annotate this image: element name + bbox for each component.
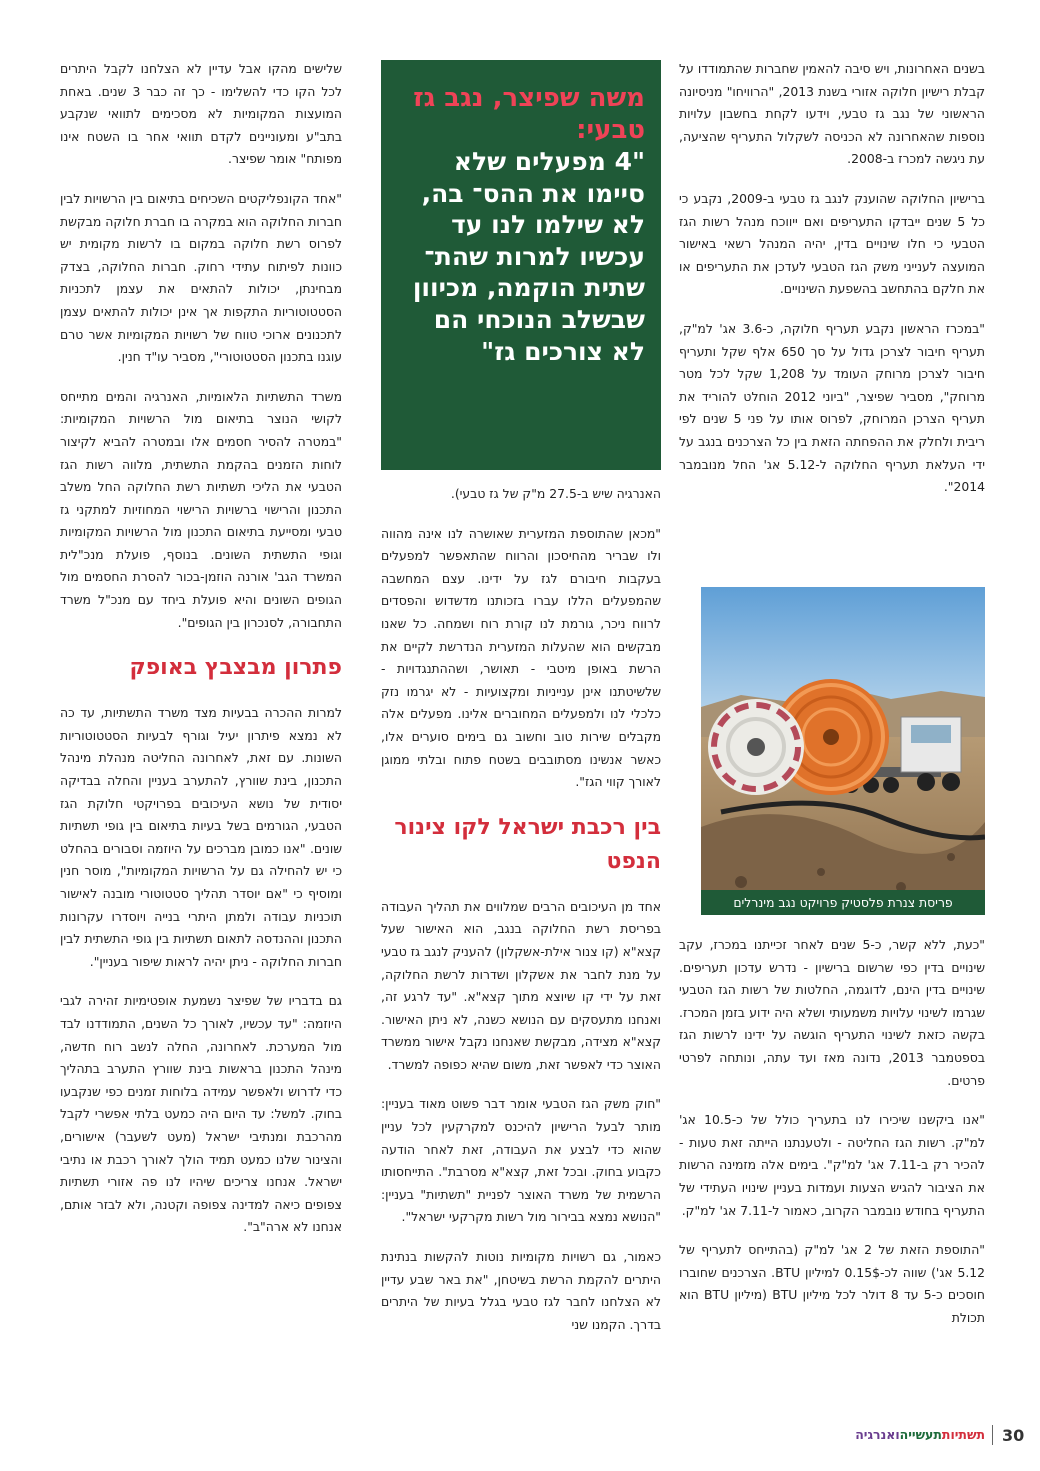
pipe-reels-illustration [701,587,985,915]
body-paragraph: למרות ההכרה בבעיות מצד משרד התשתיות, עד כה לא נמצא פיתרון יעיל וגורף לבעיות הסטטוטוריות השונות. עם זאת, לאחרונה החליטה מנהלת מינהל התכנון, בינת שוורץ, להתערב בעניין והחלה בבדיקה יסודית של נושא העיכובים בפרויקטי חלוקת הגז הטבעי, הגורמים בשל בעיות בתיאום בין גופי תשתיות שונים. "אנו כמובן מברכים על היוזמה וסבורים בהחלט כי יש להחילה גם על הרשויות המקומיות", מוסר חנין ומוסיף כי "אם יוסדר תהליך סטטוטורי מובנה לאישור תוכניות עבודה ולמתן היתרי בנייה ויוסדרו עקרונות התכנון וההנדסה לתאום תשתיות בין גופי התשתית לבין חברות החלוקה - ניתן יהיה לראות שיפור בעניין". [60,705,342,969]
body-paragraph: "התוספת הזאת של 2 אג' למ"ק (בהתייחס לתעריף של 5.12 אג') שווה לכ-0.15$ למיליון BTU. הצרכנים שחוברו חוסכים כ-5 עד 8 דולר לכל מיליון BTU (מיליון BTU הוא תכולת [679,1242,986,1325]
body-paragraph: כאמור, גם רשויות מקומיות נוטות להקשות בנתינת היתרים להקמת הרשת בשיטחן, "את באר שבע עדיין לא הצלחנו לחבר לגז טבעי בגלל בעיות של היתרים בדרך. הקמנו שני [381,1249,661,1332]
pull-quote-text: "4 מפעלים שלא סיימו את ההס־ בה, לא שילמו לנו עד עכשיו למרות שהת־ שתית הוקמה, מכיוון שבשלב הנוכחי הם לא צורכים גז" [412,147,645,366]
article-column-middle [381,483,661,1336]
photo-caption: פריסת צנרת פלסטיק פרויקט נגב מינרלים [701,890,985,915]
body-paragraph: "אחד הקונפליקטים השכיחים בתיאום בין הרשויות לבין חברות החלוקה הוא במקרה בו חברת חלוקה מבקשת לפרוס רשת חלוקה במקום בו לרשות מקומית יש כוונות לפיתוח עתידי רחוק. חברות החלוקה, בצדק מבחינתן, יכולות להתאים את עצמן לתכניות הסטטוטוריות התקפות אך אינן יכולות להתאים עצמן לתכנונים ארוכי טווח של רשויות המקומיות אשר טרם עוגנו בתכנון הסטטוטורי", מסביר עו"ד חנין. [60,190,342,365]
body-paragraph: אחד מן העיכובים הרבים שמלווים את תהליך העבודה בפריסת רשת החלוקה בנגב, הוא האישור שעל קצא"א (קו צנור אילת-אשקלון) להעניק לנגב גז טבעי על מנת לחבר את אשקלון ושדרות לרשת החלוקה, זאת על ידי קו שיוצא מתוך קצא"א. "עד לרגע זה, ואנחנו מתעסקים עם הנושא כשנה, לא ניתן האישור. קצא"א מצידה, מבקשת שאנחנו נקבל אישור ממשרד האוצר כדי לאפשר זאת, משום שהיא כפופה למשרד. [381,898,661,1072]
body-paragraph: "כעת, ללא קשר, כ-5 שנים לאחר זכייתנו במכרז, עקב שינויים בדין כפי שרשום ברישיון - נדרש עדכון תעריפים. שינויים בדין הינם, לדוגמה, החלטות של רשות הגז הטבעי שגרמו לשינוי עלויות משמעותי ושלא היה ידוע בזמן המכרז. בקשה כזאת לשינוי התעריף הוגשה על ידינו לרשות הגז בספטמבר 2013, נדונה מאז ועד עתה, ונותחה לפרטי פרטים. [679,937,985,1088]
body-paragraph: שלישים מהקו אבל עדיין לא הצלחנו לקבל היתרים לכל הקו כדי להשלימו - כך זה כבר 3 שנים. באחת המועצות המקומיות לא מסכימים לתוואי שנקבע בתב"ע ומעוניינים לקדם תוואי אחר בו השטח אינו מפותח" אומר שפיצר. [60,61,342,167]
body-paragraph: "מכאן שהתוספת המזערית שאושרה לנו אינה מהווה ולו שבריר מהחיסכון והרווח שהתאפשר למפעלים בעקבות חיבורם לגז על ידינו. עצם המחשבה שהמפעלים הללו עברו בזכותנו מדשדוש והפסדים לרווח ניכר, גורמת לנו קורת רוח ושמחה. כל שאנו מבקשים הוא שהעלות המזערית הנדרשת לקיים את הרשת באופן מיטבי - תאושר, ושההתנגדויות - שלשיטתנו אינן ענייניות ומקצועיות - לא יגרמו נזק כלכלי לנו ולמפעלים המחוברים אלינו. מפעלים אלה מקבלים שירות טוב וחשוב גם בימים סוערים אלו, כאשר אנשינו מסתובבים בשטח פתוח ובלתי ממוגן לאורך קווי הגז". [381,525,661,790]
body-paragraph: גם בדבריו של שפיצר נשמעת אופטימיות זהירה לגבי היוזמה: "עד עכשיו, לאורך כל השנים, התמודדנו לבד מול המערכת. לאחרונה, החלה לנשב רוח חדשה, מינהל התכנון בראשות בינת שוורץ התערב בתהליך כדי לדרוש ולאפשר עמידה בלוחות זמנים כפי שנקבעו בחוק. למשל: עד היום היה כמעט בלתי אפשרי לקבל מהרכבת ומנתיבי ישראל (מעט לשעבר) אישורים, והצינור שלנו כמעט תמיד הולך לאורך רכבת או נתיבי ישראל. אנחנו צריכים שיהיו לנו פה אזורי תשתיות צפופים כיאה למדינה צפופה וקטנה, ולא לבזר אותם, אנחנו לא ארה"ב". [60,993,342,1235]
body-paragraph: משרד התשתיות הלאומיות, האנרגיה והמים מתייחס לקושי הנוצר בתיאום מול הרשויות המקומיות: "במטרה להסיר חסמים אלו ובמטרה להביא לקיצור לוחות הזמנים בהקמת התשתית, מלווה רשות הגז הטבעי את הליכי תשתיות רשת החלוקה החל משלב התכנון והרישוי ברשויות הרישוי המחוזיות למתקני גז טבעי ומסייעת בתיאום התכנון מול הרשויות המקומיות וגופי התשתית השונים. בנוסף, פועלת מנכ"לית המשרד הגב' אורנה הוזמן-בכור להסרת החסמים מול הגופים השונים והיא פועלת ביחד עם מנכ"ל משרד התחבורה, לסנכרון בין הגופים". [60,388,342,630]
body-paragraph: בשנים האחרונות, ויש סיבה להאמין שחברות שהתמודדו על קבלת רישיון חלוקה אזורי בשנת 2013, "הרוויחו" מניסיונה הראשוני של נגב גז טבעי, וידעו לקחת בחשבון עלויות נוספות שהאחרונה לא הכניסה לשקלול התעריף שהציעה, עת ניגשה למכרז ב-2008. [679,61,985,167]
footer-divider [992,1425,993,1445]
magazine-brand [855,1427,985,1442]
section-subheading: בין רכבת ישראל לקו צינור הנפט [394,814,661,874]
page-footer [0,1422,1040,1452]
pull-quote-box [381,60,661,470]
body-paragraph: האנרגיה שיש ב-27.5 מ"ק של גז טבעי). [450,486,661,501]
body-paragraph: "במכרז הראשון נקבע תעריף חלוקה, כ-3.6 אג' למ"ק, תעריף חיבור לצרכן גדול על סך 650 אלף שקל ותעריף חיבור לצרכן מרוחק העומד על 1,208 שקל לכל מטר מרוחק", מסביר שפיצר, "ביוני 2012 הוחלט להוריד את תעריף הצרכן המרוחק, לפרוס אותו על פני 5 שנים לפי ריבית ולחלק את ההפחתה הזאת בין כל הצרכנים בנגב על ידי העלאת תעריף החלוקה ל-5.12 אג' החל מנובמבר 2014". [679,320,985,495]
body-paragraph: "אנו ביקשנו שיכירו לנו בתעריך כולל של כ-10.5 אג' למ"ק. רשות הגז החליטה - ולטענתנו הייתה זאת טעות - להכיר רק ב-7.11 אג' למ"ק". בימים אלה מזמינה הרשות את הציבור להגיש הצעות ועמדות בעניין שינויו העתידי של התעריף בחודש נובמבר הקרוב, כאמור ל-7.11 אג' למ"ק. [679,1112,985,1218]
brand-word: ואנרגיה [855,1427,900,1442]
article-column-left [60,58,342,1239]
brand-word: תשתיות [941,1427,985,1442]
article-column-right [679,58,985,499]
section-subheading: פתרון מבצבץ באופק [129,655,342,681]
pull-quote-speaker: משה שפיצר, נגב גז טבעי: [413,83,645,145]
body-paragraph: ברישיון החלוקה שהוענק לנגב גז טבעי ב-2009, נקבע כי כל 5 שנים ייבדקו התעריפים ואם ייווכח מנהל רשות הגז הטבעי כי חלו שינויים בדין, יהיה המנהל רשאי באישור המועצה לענייני משק הגז הטבעי לעדכן את התעריפים או את חלקם בהתחשב בהשפעת השינויים. [679,190,985,297]
article-photo [701,587,985,915]
body-paragraph: "חוק משק הגז הטבעי אומר דבר פשוט מאוד בעניין: מותר לבעל הרישיון להיכנס למקרקעין לכל עניין שהוא כדי לבצע את העבודה, זאת לאחר הודעה כקבוע בחוק. ובכל זאת, קצא"א מסרבת". התייחסותו הרשמית של משרד האוצר לפניית "תשתיות" בעניין: "הנושא נמצא בבירור מול רשות מקרקעי ישראל". [381,1096,661,1225]
page-number: 30 [1002,1426,1025,1445]
article-column-right-lower [679,934,985,1330]
brand-word: תעשייה [899,1427,942,1442]
